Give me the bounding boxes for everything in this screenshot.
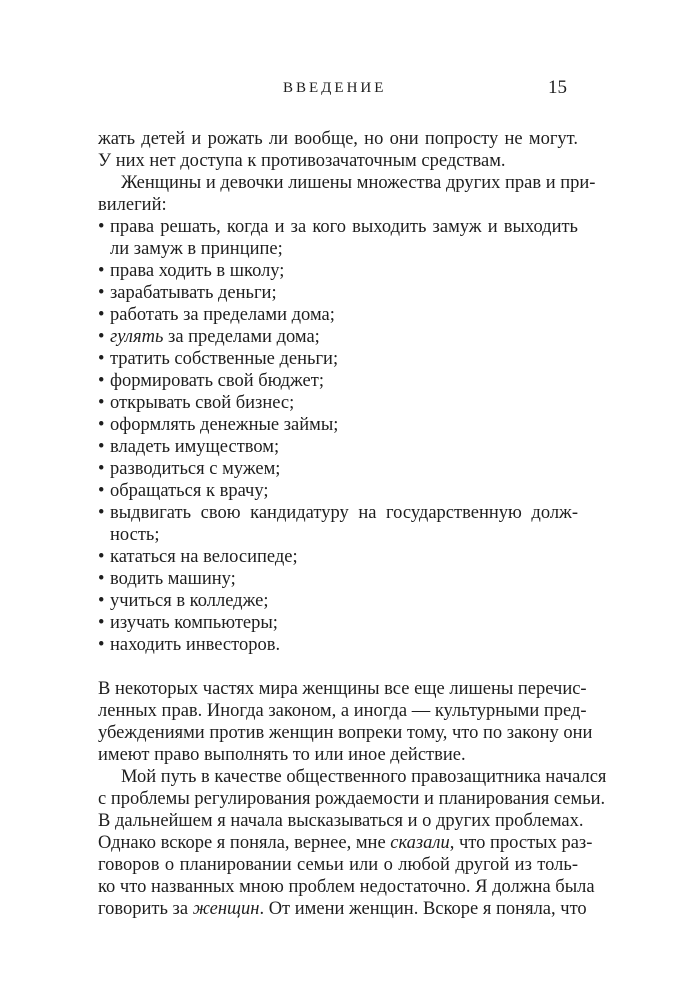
bullet-icon: • [98,349,105,369]
running-title: ВВЕДЕНИЕ [283,80,387,96]
paragraph-4-line-1: Мой путь в качестве общественного правозащитника начался [121,767,607,787]
list-item-text [110,326,578,348]
list-item-text: работать за пределами дома; [110,305,335,325]
emphasized-word: женщин [192,899,260,919]
bullet-icon: • [98,217,105,237]
list-item [98,216,578,238]
bullet-icon: • [98,613,105,633]
list-item [98,414,578,436]
bullet-icon: • [98,569,105,589]
paragraph-4-line-6: ко что названных мною проблем недостаточно. Я должна была [98,877,595,897]
list-item-text: оформлять денежные займы; [110,415,339,435]
paragraph-4-line-3: В дальнейшем я начала высказываться и о других проблемах. [98,811,584,831]
bullet-icon: • [98,503,105,523]
text-run: Однако вскоре я поняла, вернее, мне [98,833,391,853]
list-item [98,480,578,502]
rights-list [98,216,578,656]
paragraph-2-line-2: вилегий: [98,195,167,215]
list-item [98,260,578,282]
paragraph-1-line-2: У них нет доступа к противозачаточным средствам. [98,151,506,171]
paragraph-3-line-3: убеждениями против женщин вопреки тому, что по закону они [98,723,593,743]
list-item-text: формировать свой бюджет; [110,371,324,391]
paragraph-4-line-5: говоров о планировании семьи или о любой другой из толь- [98,855,578,875]
list-item-text-rest: за пределами дома; [163,327,320,347]
list-item-continuation: ли замуж в принципе; [110,239,283,259]
list-item [98,392,578,414]
list-item [98,282,578,304]
section-gap [98,656,578,678]
paragraph-3-line-2: ленных прав. Иногда законом, а иногда — культурными пред- [98,701,587,721]
list-item-text: учиться в колледже; [110,591,269,611]
bullet-icon: • [98,459,105,479]
list-item [98,326,578,348]
emphasized-word: гулять [110,327,164,347]
list-item [98,436,578,458]
bullet-icon: • [98,261,105,281]
list-item-text: изучать компьютеры; [110,613,278,633]
list-item [98,304,578,326]
text-run: , что простых раз- [449,833,593,853]
text-run: говорить за [98,899,193,919]
list-item [98,546,578,568]
bullet-icon: • [98,283,105,303]
bullet-icon: • [98,591,105,611]
list-item [98,502,578,524]
paragraph-1-line-1: жать детей и рожать ли вообще, но они попросту не могут. [98,129,578,149]
bullet-icon: • [98,481,105,501]
bullet-icon: • [98,415,105,435]
list-item [98,590,578,612]
list-item [98,348,578,370]
list-item-text: разводиться с мужем; [110,459,281,479]
list-item-text: права ходить в школу; [110,261,285,281]
bullet-icon: • [98,371,105,391]
page-body [98,128,607,920]
list-item-text: зарабатывать деньги; [110,283,277,303]
list-item-text: открывать свой бизнес; [110,393,295,413]
bullet-icon: • [98,393,105,413]
list-item-text: обращаться к врачу; [110,481,269,501]
list-item-text: находить инвесторов. [110,635,281,655]
paragraph-3-line-1: В некоторых частях мира женщины все еще лишены перечис- [98,679,587,699]
bullet-icon: • [98,547,105,567]
paragraph-3-line-4: имеют право выполнять то или иное действие. [98,745,466,765]
bullet-icon: • [98,327,105,347]
list-item-text: кататься на велосипеде; [110,547,298,567]
page-number: 15 [548,77,567,98]
list-item [98,612,578,634]
text-run: . От имени женщин. Вскоре я поняла, что [259,899,587,919]
bullet-icon: • [98,305,105,325]
paragraph-4-line-4 [98,832,593,854]
list-item-text: водить машину; [110,569,236,589]
bullet-icon: • [98,635,105,655]
list-item-text: выдвигать свою кандидатуру на государственную долж- [110,503,578,523]
paragraph-4-line-2: с проблемы регулирования рождаемости и планирования семьи. [98,789,606,809]
list-item [98,634,578,656]
list-item-text: тратить собственные деньги; [110,349,339,369]
list-item-text: права решать, когда и за кого выходить замуж и выходить [110,217,578,237]
list-item [98,568,578,590]
bullet-icon: • [98,437,105,457]
list-item-text: владеть имуществом; [110,437,280,457]
list-item [98,458,578,480]
list-item-continuation: ность; [110,525,160,545]
paragraph-4-line-7 [98,898,587,920]
list-item [98,370,578,392]
emphasized-word: сказали [390,833,450,853]
paragraph-2-line-1: Женщины и девочки лишены множества других прав и при- [121,173,596,193]
